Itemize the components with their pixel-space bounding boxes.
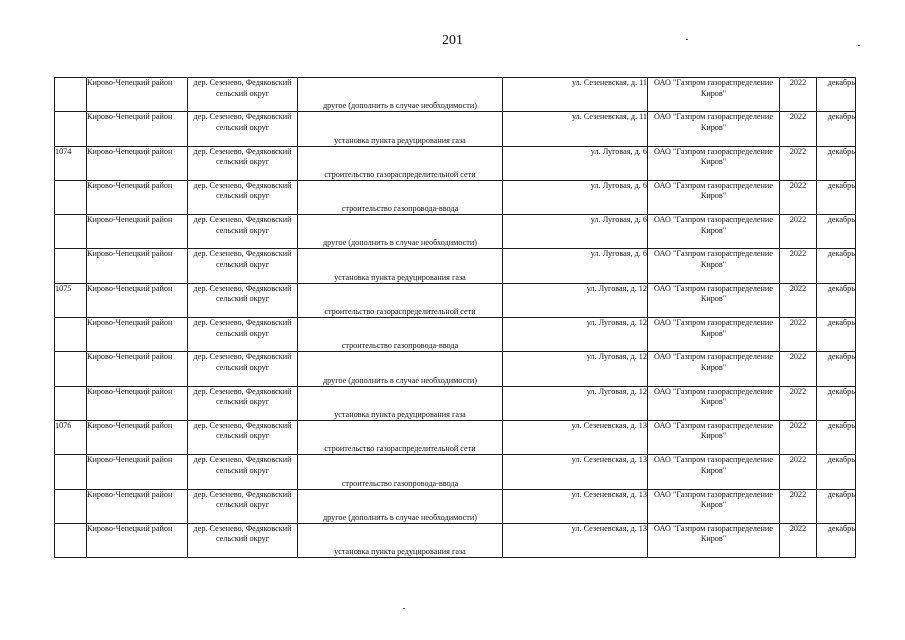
year-cell: 2022 [780, 215, 817, 249]
organization-cell: ОАО "Газпром газораспределение Киров" [648, 352, 780, 386]
work-type-cell [298, 318, 503, 352]
district-cell: Кирово-Чепецкий район [87, 78, 188, 112]
work-type-text: строительство газопровода-ввода [341, 478, 459, 488]
row-number-cell [55, 249, 87, 283]
row-number-cell: 1076 [55, 420, 87, 454]
organization-cell: ОАО "Газпром газораспределение Киров" [648, 386, 780, 420]
month-cell: декабрь [817, 352, 856, 386]
district-cell: Кирово-Чепецкий район [87, 489, 188, 523]
district-cell: Кирово-Чепецкий район [87, 180, 188, 214]
district-cell: Кирово-Чепецкий район [87, 455, 188, 489]
table-row [55, 215, 856, 249]
organization-cell: ОАО "Газпром газораспределение Киров" [648, 78, 780, 112]
address-cell: ул. Луговая, д. 12 [503, 386, 648, 420]
address-cell: ул. Луговая, д. 6 [503, 146, 648, 180]
year-cell: 2022 [780, 112, 817, 146]
organization-cell: ОАО "Газпром газораспределение Киров" [648, 180, 780, 214]
month-cell: декабрь [817, 215, 856, 249]
locality-cell: дер. Сезенево, Федяковский сельский округ [188, 523, 298, 557]
address-cell: ул. Сезеневская, д. 13 [503, 420, 648, 454]
row-number-cell [55, 455, 87, 489]
work-type-cell [298, 523, 503, 557]
row-number-cell [55, 112, 87, 146]
work-type-cell [298, 386, 503, 420]
work-type-text: другое (дополнить в случае необходимости) [323, 101, 477, 111]
locality-cell: дер. Сезенево, Федяковский сельский округ [188, 180, 298, 214]
month-cell: декабрь [817, 180, 856, 214]
locality-cell: дер. Сезенево, Федяковский сельский округ [188, 78, 298, 112]
scan-speck [686, 39, 688, 40]
locality-cell: дер. Сезенево, Федяковский сельский округ [188, 318, 298, 352]
work-type-text: другое (дополнить в случае необходимости) [323, 512, 477, 522]
work-type-text: строительство газораспределительной сети [324, 169, 476, 179]
year-cell: 2022 [780, 523, 817, 557]
page-number: 201 [442, 33, 463, 48]
address-cell: ул. Сезеневская, д. 11 [503, 78, 648, 112]
work-type-cell [298, 180, 503, 214]
locality-cell: дер. Сезенево, Федяковский сельский округ [188, 215, 298, 249]
year-cell: 2022 [780, 420, 817, 454]
row-number-cell: 1075 [55, 283, 87, 317]
row-number-cell [55, 489, 87, 523]
organization-cell: ОАО "Газпром газораспределение Киров" [648, 112, 780, 146]
year-cell: 2022 [780, 146, 817, 180]
locality-cell: дер. Сезенево, Федяковский сельский округ [188, 386, 298, 420]
address-cell: ул. Луговая, д. 6 [503, 215, 648, 249]
district-cell: Кирово-Чепецкий район [87, 318, 188, 352]
work-type-cell [298, 249, 503, 283]
table-row [55, 386, 856, 420]
district-cell: Кирово-Чепецкий район [87, 112, 188, 146]
table-row [55, 318, 856, 352]
table-row [55, 249, 856, 283]
work-type-text: установка пункта редуцирования газа [334, 272, 466, 282]
row-number-cell: 1074 [55, 146, 87, 180]
locality-cell: дер. Сезенево, Федяковский сельский округ [188, 420, 298, 454]
organization-cell: ОАО "Газпром газораспределение Киров" [648, 523, 780, 557]
work-type-text: другое (дополнить в случае необходимости) [323, 375, 477, 385]
year-cell: 2022 [780, 386, 817, 420]
year-cell: 2022 [780, 455, 817, 489]
district-cell: Кирово-Чепецкий район [87, 420, 188, 454]
table-row [55, 523, 856, 557]
address-cell: ул. Луговая, д. 6 [503, 180, 648, 214]
work-type-cell [298, 146, 503, 180]
locality-cell: дер. Сезенево, Федяковский сельский округ [188, 283, 298, 317]
locality-cell: дер. Сезенево, Федяковский сельский округ [188, 112, 298, 146]
organization-cell: ОАО "Газпром газораспределение Киров" [648, 146, 780, 180]
work-type-text: строительство газораспределительной сети [324, 444, 476, 454]
row-number-cell [55, 78, 87, 112]
scan-speck [403, 608, 405, 609]
work-type-text: другое (дополнить в случае необходимости) [323, 238, 477, 248]
work-type-cell [298, 283, 503, 317]
district-cell: Кирово-Чепецкий район [87, 283, 188, 317]
works-table [54, 77, 856, 558]
work-type-text: установка пункта редуцирования газа [334, 547, 466, 557]
work-type-cell [298, 215, 503, 249]
work-type-cell [298, 112, 503, 146]
table-row [55, 146, 856, 180]
year-cell: 2022 [780, 318, 817, 352]
address-cell: ул. Сезеневская, д. 13 [503, 489, 648, 523]
month-cell: декабрь [817, 283, 856, 317]
address-cell: ул. Луговая, д. 12 [503, 318, 648, 352]
table-row [55, 352, 856, 386]
locality-cell: дер. Сезенево, Федяковский сельский округ [188, 146, 298, 180]
address-cell: ул. Сезеневская, д. 11 [503, 112, 648, 146]
work-type-text: установка пункта редуцирования газа [334, 409, 466, 419]
work-type-cell [298, 352, 503, 386]
address-cell: ул. Луговая, д. 12 [503, 352, 648, 386]
month-cell: декабрь [817, 78, 856, 112]
month-cell: декабрь [817, 523, 856, 557]
locality-cell: дер. Сезенево, Федяковский сельский округ [188, 352, 298, 386]
row-number-cell [55, 352, 87, 386]
table-row [55, 420, 856, 454]
work-type-text: строительство газопровода-ввода [341, 341, 459, 351]
district-cell: Кирово-Чепецкий район [87, 146, 188, 180]
month-cell: декабрь [817, 386, 856, 420]
year-cell: 2022 [780, 249, 817, 283]
address-cell: ул. Луговая, д. 12 [503, 283, 648, 317]
month-cell: декабрь [817, 249, 856, 283]
row-number-cell [55, 215, 87, 249]
organization-cell: ОАО "Газпром газораспределение Киров" [648, 283, 780, 317]
organization-cell: ОАО "Газпром газораспределение Киров" [648, 215, 780, 249]
row-number-cell [55, 523, 87, 557]
work-type-text: строительство газопровода-ввода [341, 204, 459, 214]
table-row [55, 489, 856, 523]
row-number-cell [55, 318, 87, 352]
organization-cell: ОАО "Газпром газораспределение Киров" [648, 249, 780, 283]
month-cell: декабрь [817, 489, 856, 523]
district-cell: Кирово-Чепецкий район [87, 523, 188, 557]
table-body [55, 78, 856, 558]
work-type-text: строительство газораспределительной сети [324, 307, 476, 317]
month-cell: декабрь [817, 455, 856, 489]
locality-cell: дер. Сезенево, Федяковский сельский округ [188, 455, 298, 489]
work-type-cell [298, 489, 503, 523]
district-cell: Кирово-Чепецкий район [87, 386, 188, 420]
year-cell: 2022 [780, 180, 817, 214]
year-cell: 2022 [780, 489, 817, 523]
row-number-cell [55, 386, 87, 420]
month-cell: декабрь [817, 146, 856, 180]
locality-cell: дер. Сезенево, Федяковский сельский округ [188, 489, 298, 523]
address-cell: ул. Сезеневская, д. 13 [503, 523, 648, 557]
table-row [55, 112, 856, 146]
table-row [55, 455, 856, 489]
work-type-cell [298, 78, 503, 112]
organization-cell: ОАО "Газпром газораспределение Киров" [648, 420, 780, 454]
year-cell: 2022 [780, 352, 817, 386]
year-cell: 2022 [780, 78, 817, 112]
district-cell: Кирово-Чепецкий район [87, 249, 188, 283]
district-cell: Кирово-Чепецкий район [87, 215, 188, 249]
address-cell: ул. Луговая, д. 6 [503, 249, 648, 283]
organization-cell: ОАО "Газпром газораспределение Киров" [648, 489, 780, 523]
month-cell: декабрь [817, 420, 856, 454]
work-type-cell [298, 420, 503, 454]
scan-speck [858, 45, 860, 46]
organization-cell: ОАО "Газпром газораспределение Киров" [648, 318, 780, 352]
district-cell: Кирово-Чепецкий район [87, 352, 188, 386]
table-row [55, 283, 856, 317]
table-row [55, 180, 856, 214]
work-type-cell [298, 455, 503, 489]
address-cell: ул. Сезеневская, д. 13 [503, 455, 648, 489]
month-cell: декабрь [817, 318, 856, 352]
year-cell: 2022 [780, 283, 817, 317]
month-cell: декабрь [817, 112, 856, 146]
organization-cell: ОАО "Газпром газораспределение Киров" [648, 455, 780, 489]
row-number-cell [55, 180, 87, 214]
locality-cell: дер. Сезенево, Федяковский сельский округ [188, 249, 298, 283]
work-type-text: установка пункта редуцирования газа [334, 135, 466, 145]
table-row [55, 78, 856, 112]
